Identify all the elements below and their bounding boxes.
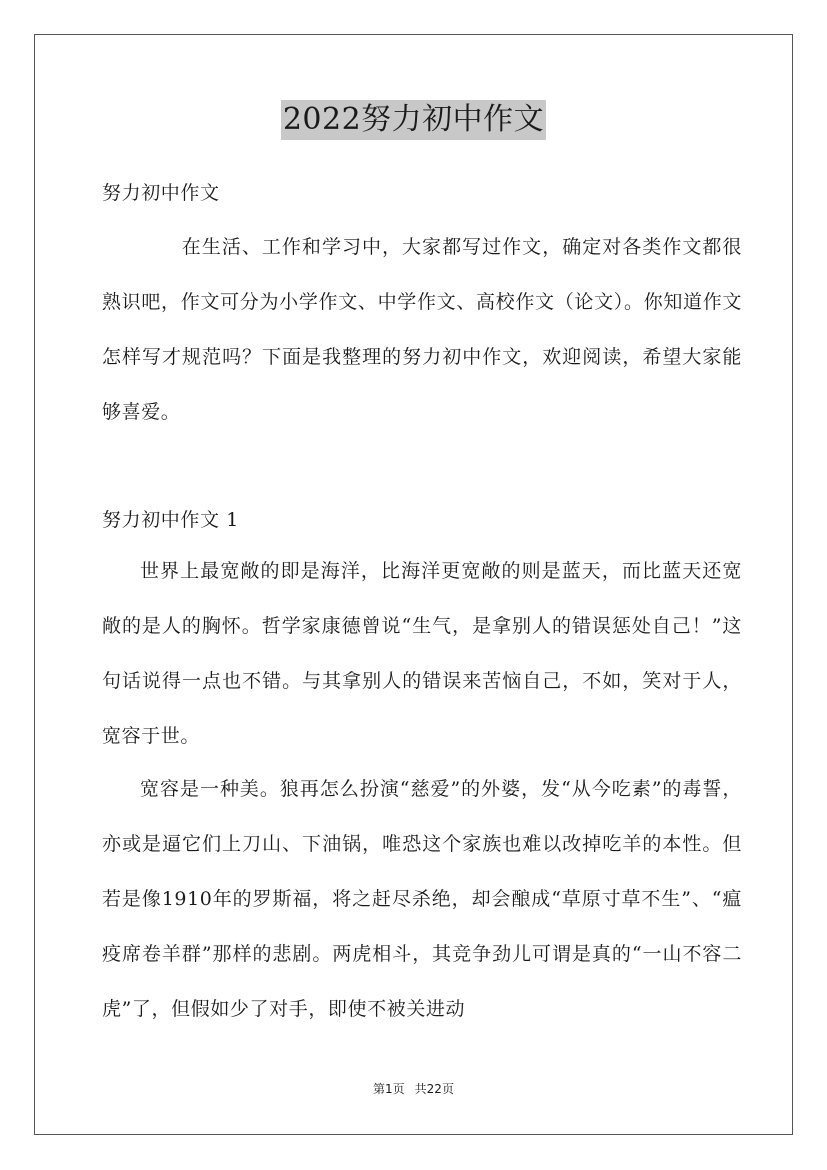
document-subtitle: 努力初中作文	[102, 182, 220, 204]
section-1-paragraph-2: 宽容是一种美。狼再怎么扮演“慈爱”的外婆，发“从今吃素”的毒誓，亦或是逼它们上刀山、下油锅，唯恐这个家族也难以改掉吃羊的本性。但若是像1910年的罗斯福，将之赶尽杀绝，却会酿成“草原寸草不生”、“瘟疫席卷羊群”那样的悲剧。两虎相斗，其竞争劲儿可谓是真的“一山不容二虎”了，但假如少了对手，即使不被关进动	[102, 778, 742, 1020]
page-number: 第1页	[373, 1082, 405, 1096]
intro-paragraph: 在生活、工作和学习中，大家都写过作文，确定对各类作文都很熟识吧，作文可分为小学作文、中学作文、高校作文（论文）。你知道作文怎样写才规范吗？下面是我整理的努力初中作文，欢迎阅读，希望大家能够喜爱。	[102, 236, 742, 423]
section-heading-1: 努力初中作文 1	[102, 509, 239, 531]
total-pages: 共22页	[414, 1082, 454, 1096]
page-footer	[0, 1081, 827, 1097]
section-1-paragraph-1: 世界上最宽敞的即是海洋，比海洋更宽敞的则是蓝天，而比蓝天还宽敞的是人的胸怀。哲学家康德曾说“生气，是拿别人的错误惩处自己！”这句话说得一点也不错。与其拿别人的错误来苦恼自己，不如，笑对于人，宽容于世。	[102, 560, 742, 747]
title-container	[0, 100, 827, 140]
document-title: 2022努力初中作文	[281, 100, 546, 140]
